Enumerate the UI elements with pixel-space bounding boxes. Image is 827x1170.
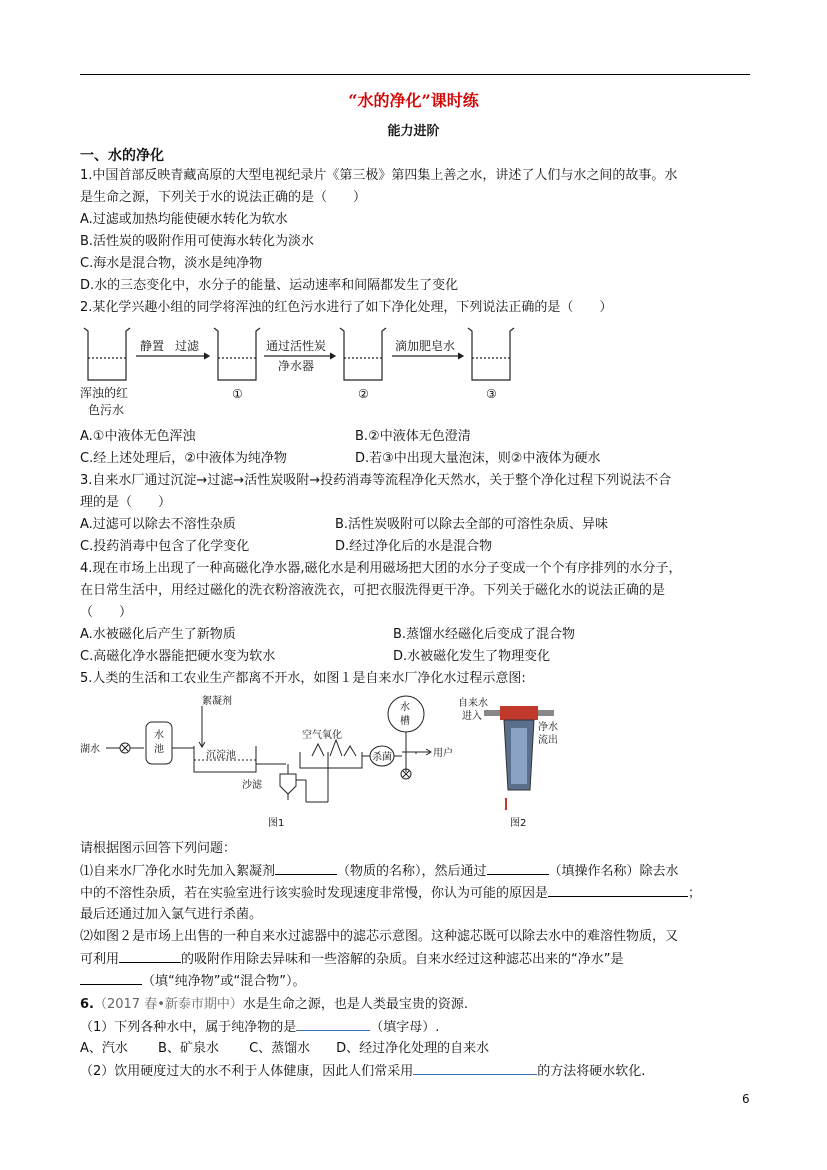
q2-stem: 2.某化学兴趣小组的同学将浑浊的红色污水进行了如下净化处理，下列说法正确的是（ ） [80,300,613,315]
q6-p2-text-b: 的方法将硬水软化. [537,1064,646,1079]
q6-p1-text-a: （1）下列各种水中，属于纯净物的是 [80,1020,297,1035]
q5-p1-text-b: （物质的名称），然后通过 [337,864,487,879]
answer-blank[interactable] [119,948,181,963]
fig1-sand-filter: 沙滤 [242,780,262,791]
q2-label-dirty-2: 色污水 [88,403,125,417]
fig1-tank-2: 槽 [400,716,410,727]
answer-blank[interactable] [548,882,688,897]
q6-p1-text-b: （填字母）. [370,1020,440,1035]
q5-figure1-waterworks [80,692,560,832]
fig2-caption: 图2 [510,818,527,829]
page-number: 6 [742,1092,750,1106]
q6-part1-line [80,1016,439,1039]
page-subtitle: 能力进阶 [387,124,440,139]
q6-options: A、汽水 B、矿泉水 C、蒸馏水 D、经过净化处理的自来水 [80,1041,490,1056]
q5-p1-text-a: ⑴自来水厂净化水时先加入絮凝剂 [80,864,276,879]
q2-option-d: D.若③中出现大量泡沫，则②中液体为硬水 [355,451,601,466]
answer-blank[interactable] [80,970,142,985]
q5-p2-text-a: ⑵如图２是市场上出售的一种自来水过滤器中的滤芯示意图。这种滤芯既可以除去水中的难溶性物质，又 [80,929,679,944]
q2-label-2: ② [358,387,369,401]
fig2-water-out-2: 流出 [538,735,558,746]
fig1-air-oxidation: 空气氧化 [302,730,342,741]
q4-stem-line1: 4.现在市场上出现了一种高磁化净水器,磁化水是利用磁场把大团的水分子变成一个个有序排列的水分子， [80,561,682,576]
q4-option-a: A.水被磁化后产生了新物质 [80,627,236,642]
fig1-pool-1: 水 [154,730,164,741]
q2-step-carbon: 通过活性炭 [266,339,327,353]
q5-part2-line2 [80,948,624,971]
q6-number: 6. [80,997,94,1012]
fig2-water-in-2: 进入 [462,711,482,722]
q2-step-filter: 过滤 [175,339,200,353]
q3-option-b: B.活性炭吸附可以除去全部的可溶性杂质、异味 [335,517,609,532]
q6-stem: 水是生命之源，也是人类最宝贵的资源. [242,997,469,1012]
q5-p2-text-b: 可利用 [80,952,120,967]
q1-stem-line2: 是生命之源，下列关于水的说法正确的是（ ） [80,190,367,205]
answer-blank[interactable] [296,1016,370,1031]
answer-blank[interactable] [487,860,549,875]
header-rule [80,74,750,75]
q4-option-b: B.蒸馏水经磁化后变成了混合物 [393,627,576,642]
fig1-user: 用户 [433,748,453,759]
q2-label-3: ③ [486,387,497,401]
q3-option-d: D.经过净化后的水是混合物 [335,539,493,554]
q3-option-a: A.过滤可以除去不溶性杂质 [80,517,236,532]
q5-prompt: 请根据图示回答下列问题： [80,841,237,856]
answer-blank[interactable] [275,860,337,875]
beaker-icon [340,328,386,380]
beaker-icon [468,328,514,380]
fig1-caption: 图1 [268,818,285,829]
fig1-lake-water: 湖水 [80,744,100,755]
q5-p2-text-c: 的吸附作用除去异味和一些溶解的杂质。自来水经过这种滤芯出来的“净水”是 [181,952,624,967]
q2-label-dirty-1: 浑浊的红 [80,386,129,400]
q2-option-a: A.①中液体无色浑浊 [80,429,196,444]
beaker-icon [84,328,130,380]
q5-p1-text-f: 最后还通过加入氯气进行杀菌。 [80,907,263,922]
q3-option-c: C.投药消毒中包含了化学变化 [80,539,250,554]
section-heading: 一、水的净化 [80,148,164,164]
q3-stem-line2: 理的是（ ） [80,495,172,510]
q4-stem-line3: （ ） [80,605,133,620]
fig1-settling-tank: 沉淀池 [206,750,236,761]
q4-option-d: D.水被磁化发生了物理变化 [393,649,551,664]
fig1-pool-2: 池 [154,744,164,755]
q5-stem: 5.人类的生活和工农业生产都离不开水，如图１是自来水厂净化水过程示意图: [80,671,526,686]
q5-part1-line2 [80,882,701,905]
q1-option-b: B.活性炭的吸附作用可使海水转化为淡水 [80,234,315,249]
fig1-tank-1: 水 [400,702,410,713]
fig1-sterilize: 杀菌 [372,752,392,763]
q2-option-c: C.经上述处理后，②中液体为纯净物 [80,451,287,466]
q6-p2-text-a: （2）饮用硬度过大的水不利于人体健康，因此人们常采用 [80,1064,414,1079]
q4-option-c: C.高磁化净水器能把硬水变为软水 [80,649,276,664]
q3-stem-line1: 3.自来水厂通过沉淀→过滤→活性炭吸附→投药消毒等流程净化天然水，关于整个净化过程下列说法不合 [80,473,672,488]
q6-stem-line [80,994,468,1016]
q2-step-soap: 滴加肥皂水 [395,339,456,353]
answer-blank[interactable] [413,1060,537,1075]
q1-option-a: A.过滤或加热均能使硬水转化为软水 [80,212,288,227]
q5-p1-text-d: 中的不溶性杂质，若在实验室进行该实验时发现速度非常慢，你认为可能的原因是 [80,886,549,901]
q5-part1-line1 [80,860,679,883]
fig1-coagulant: 絮凝剂 [202,696,232,707]
q6-source: （2017 春•新泰市期中） [93,997,243,1012]
q5-p1-text-e: ； [688,886,702,901]
fig2-water-out-1: 净水 [538,722,558,733]
q2-step-settle: 静置 [140,339,165,353]
q5-part2-line3 [80,970,305,993]
q2-step-purifier: 净水器 [278,359,315,373]
q5-p1-text-c: （填操作名称）除去水 [548,864,679,879]
q2-label-1: ① [232,387,243,401]
q4-stem-line2: 在日常生活中，用经过磁化的洗衣粉溶液洗衣，可把衣服洗得更干净。下列关于磁化水的说法正确的是 [80,583,666,598]
q1-stem-line1: 1.中国首部反映青藏高原的大型电视纪录片《第三极》第四集上善之水，讲述了人们与水之间的故事。水 [80,168,678,183]
q1-option-d: D.水的三态变化中，水分子的能量、运动速率和间隔都发生了变化 [80,278,459,293]
q1-option-c: C.海水是混合物，淡水是纯净物 [80,256,263,271]
q2-purification-diagram [80,322,520,422]
beaker-icon [214,328,260,380]
q2-option-b: B.②中液体无色澄清 [355,429,471,444]
fig2-water-in-1: 自来水 [458,698,488,709]
page-title: “水的净化”课时练 [348,91,479,110]
q5-p2-text-d: （填“纯净物”或“混合物”）。 [142,974,306,989]
q6-part2-line [80,1060,645,1083]
